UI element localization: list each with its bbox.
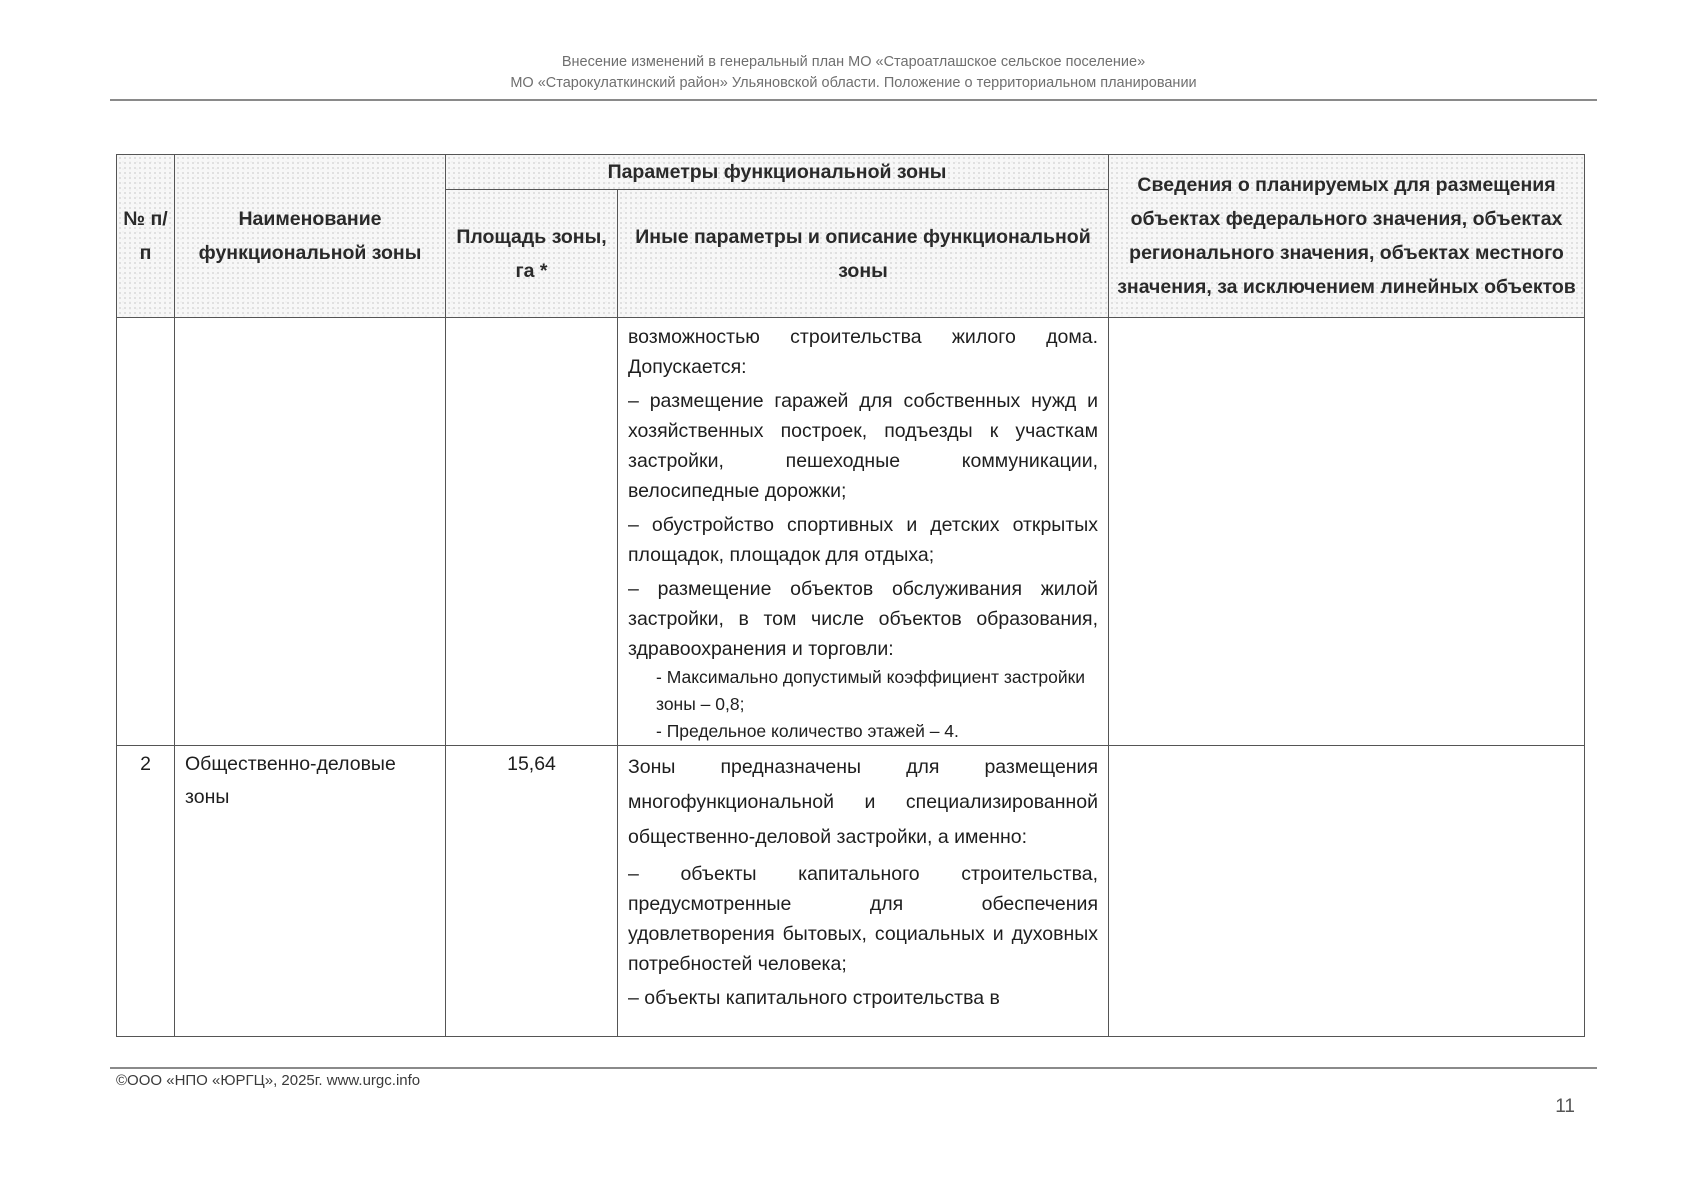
cell-planned-objects [1109, 318, 1585, 746]
cell-zone-name: Общественно-деловые зоны [175, 746, 446, 1037]
header-no: № п/п [117, 155, 175, 318]
cell-description [618, 318, 1109, 746]
description-note: - Максимально допустимый коэффициент застройки зоны – 0,8; [656, 667, 1086, 714]
functional-zones-table [116, 154, 1585, 1037]
cell-description [618, 746, 1109, 1037]
table-row [117, 318, 1585, 746]
header-line-1: Внесение изменений в генеральный план МО «Староатлашское сельское поселение» [561, 54, 1146, 70]
header-area: Площадь зоны, га * [446, 190, 618, 318]
document-header [110, 52, 1597, 94]
table-row [117, 746, 1585, 1037]
description-item: – обустройство спортивных и детских открытых площадок, площадок для отдыха; [628, 514, 1099, 566]
cell-area [446, 318, 618, 746]
description-item: – размещение гаражей для собственных нужд и хозяйственных построек, подъезды к участкам застройки, пешеходные коммуникации, велосипедные дорожки; [628, 390, 1099, 502]
header-zone-name: Наименование функциональной зоны [175, 155, 446, 318]
cell-area: 15,64 [446, 746, 618, 1037]
cell-planned-objects [1109, 746, 1585, 1037]
header-divider [110, 99, 1597, 101]
footer-copyright: ©ООО «НПО «ЮРГЦ», 2025г. www.urgc.info [116, 1072, 421, 1089]
header-line-2: МО «Старокулаткинский район» Ульяновской области. Положение о территориальном планировании [510, 75, 1197, 91]
header-planned-objects-info: Сведения о планируемых для размещения объектах федерального значения, объектах регионального значения, объектах местного значения, за исключением линейных объектов [1109, 155, 1585, 318]
page-number: 11 [1555, 1096, 1575, 1117]
description-item: – объекты капитального строительства, предусмотренные для обеспечения удовлетворения бытовых, социальных и духовных потребностей человека; [628, 863, 1099, 975]
header-other-params: Иные параметры и описание функциональной зоны [618, 190, 1109, 318]
description-intro: возможностью строительства жилого дома. Допускается: [628, 326, 1099, 378]
description-intro: Зоны предназначены для размещения многофункциональной и специализированной общественно-деловой застройки, а именно: [628, 756, 1099, 848]
footer-divider [110, 1067, 1597, 1069]
description-item: – размещение объектов обслуживания жилой застройки, в том числе объектов образования, здравоохранения и торговли: [628, 578, 1099, 660]
description-item: – объекты капитального строительства в [628, 987, 1000, 1009]
cell-no: 2 [117, 746, 175, 1037]
cell-no [117, 318, 175, 746]
cell-zone-name [175, 318, 446, 746]
description-note: - Предельное количество этажей – 4. [656, 721, 959, 741]
header-params-group: Параметры функциональной зоны [446, 155, 1109, 190]
